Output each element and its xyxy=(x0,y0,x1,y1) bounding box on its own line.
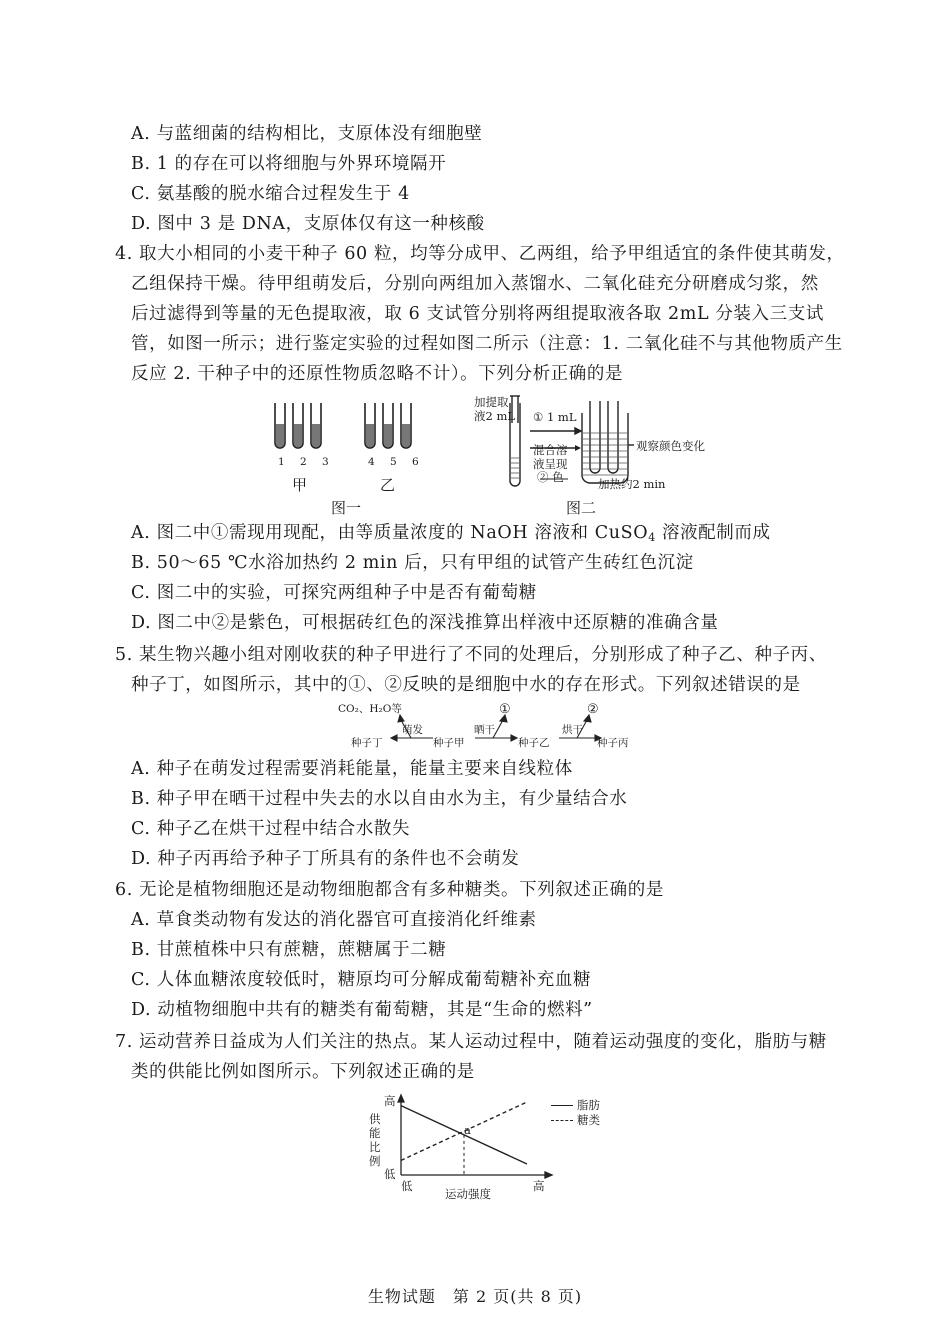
q5-fig-seed-ding: 种子丁 xyxy=(351,737,383,749)
fig1-tube-numbers-yi: 4 5 6 xyxy=(368,456,425,468)
q4-stem-line: 乙组保持干燥。待甲组萌发后，分别向两组加入蒸馏水、二氧化硅充分研磨成匀浆，然 xyxy=(131,274,819,294)
fig2-caption: 图二 xyxy=(566,499,597,517)
q6-option-d: D. 动植物细胞中共有的糖类有葡萄糖，其是“生命的燃料” xyxy=(131,1000,593,1020)
q4-stem-line: 后过滤得到等量的无色提取液，取 6 支试管分别将两组提取液各取 2mL 分装入三支试 xyxy=(131,304,824,324)
fig2-step1: ① 1 mL xyxy=(533,410,577,424)
fig1-label-jia: 甲 xyxy=(292,476,308,494)
q4-option-c: C. 图二中的实验，可探究两组种子中是否有葡萄糖 xyxy=(131,583,537,603)
fig2-observe: 观察颜色变化 xyxy=(636,439,705,453)
fig1-label-yi: 乙 xyxy=(380,476,396,494)
chart-x-tick-low: 低 xyxy=(401,1179,413,1193)
q6-option-b: B. 甘蔗植株中只有蔗糖，蔗糖属于二糖 xyxy=(131,940,447,960)
fig1-caption: 图一 xyxy=(331,499,362,517)
page-footer: 生物试题 第 2 页(共 8 页) xyxy=(367,1287,583,1306)
fig2-mix-1: 混合溶 xyxy=(533,443,568,457)
q5-fig-germinate: 萌发 xyxy=(402,724,423,736)
figure-1-test-tubes xyxy=(265,398,425,460)
chart-x-axis-arrow xyxy=(545,1172,552,1178)
fig2-mix-2: 液呈现 xyxy=(533,457,568,471)
q5-fig-circle-1: ① xyxy=(499,702,511,717)
fig2-heat: 加热约2 min xyxy=(598,477,666,491)
q5-fig-oven-dry: 烘干 xyxy=(562,724,583,736)
fig1-tube-numbers-jia: 1 2 3 xyxy=(278,456,335,468)
fig2-add-extract-1: 加提取 xyxy=(474,395,509,409)
q4-stem-line: 反应 2. 干种子中的还原性物质忽略不计）。下列分析正确的是 xyxy=(131,364,624,384)
q5-fig-seed-yi: 种子乙 xyxy=(518,737,550,749)
q7-stem-line: 类的供能比例如图所示。下列叙述正确的是 xyxy=(131,1062,475,1082)
q4-stem-line: 4. 取大小相同的小麦干种子 60 粒，均等分成甲、乙两组，给予甲组适宜的条件使其萌发， xyxy=(115,244,845,264)
chart-annotation-a: a xyxy=(464,1123,471,1137)
q5-option-b: B. 种子甲在晒干过程中失去的水以自由水为主，有少量结合水 xyxy=(131,789,628,809)
q3-option-d: D. 图中 3 是 DNA，支原体仅有这一种核酸 xyxy=(131,214,485,234)
q5-fig-circle-2: ② xyxy=(587,702,599,717)
q5-fig-seed-jia: 种子甲 xyxy=(433,737,465,749)
q3-option-b: B. 1 的存在可以将细胞与外界环境隔开 xyxy=(131,154,447,174)
q3-option-c: C. 氨基酸的脱水缩合过程发生于 4 xyxy=(131,184,410,204)
q6-option-a: A. 草食类动物有发达的消化器官可直接消化纤维素 xyxy=(131,910,537,930)
chart-y-tick-low: 低 xyxy=(384,1167,396,1181)
fig2-mix-3: ② 色 xyxy=(537,470,564,484)
q4-option-d: D. 图二中②是紫色，可根据砖红色的深浅推算出样液中还原糖的准确含量 xyxy=(131,613,719,633)
legend-fat-label: 脂肪 xyxy=(577,1098,600,1112)
chart-y-axis-arrow xyxy=(398,1095,404,1102)
q3-option-a: A. 与蓝细菌的结构相比，支原体没有细胞壁 xyxy=(131,124,483,144)
q4-option-a: A. 图二中①需现用现配，由等质量浓度的 NaOH 溶液和 CuSO$_4$ 溶液配制而成 xyxy=(131,523,771,544)
q5-option-d: D. 种子丙再给予种子丁所具有的条件也不会萌发 xyxy=(131,849,520,869)
q6-stem: 6. 无论是植物细胞还是动物细胞都含有多种糖类。下列叙述正确的是 xyxy=(115,880,664,900)
q6-option-c: C. 人体血糖浓度较低时，糖原均可分解成葡萄糖补充血糖 xyxy=(131,970,592,990)
q5-option-c: C. 种子乙在烘干过程中结合水散失 xyxy=(131,819,411,839)
q7-stem-line: 7. 运动营养日益成为人们关注的热点。某人运动过程中，随着运动强度的变化，脂肪与糖 xyxy=(115,1032,827,1052)
chart-x-tick-high: 高 xyxy=(533,1179,545,1193)
q5-stem-line: 5. 某生物兴趣小组对刚收获的种子甲进行了不同的处理后，分别形成了种子乙、种子丙、 xyxy=(115,645,827,665)
q5-fig-sun-dry: 晒干 xyxy=(474,724,495,736)
chart-x-label: 运动强度 xyxy=(445,1187,491,1201)
legend-sugar-label: 糖类 xyxy=(577,1113,600,1127)
fig2-add-extract-2: 液2 mL xyxy=(474,409,516,423)
q5-fig-seed-bing: 种子丙 xyxy=(597,737,629,749)
legend-sugar-swatch xyxy=(551,1120,573,1121)
q5-fig-co2: CO₂、H₂O等 xyxy=(338,703,402,715)
q5-stem-line: 种子丁，如图所示，其中的①、②反映的是细胞中水的存在形式。下列叙述错误的是 xyxy=(131,675,801,695)
chart-y-label: 供能比例 xyxy=(369,1112,381,1168)
legend-fat-swatch xyxy=(551,1105,573,1106)
chart-y-tick-high: 高 xyxy=(384,1094,396,1108)
q4-stem-line: 管，如图一所示；进行鉴定实验的过程如图二所示（注意：1. 二氧化硅不与其他物质产生 xyxy=(131,334,843,354)
q4-option-b: B. 50～65 ℃水浴加热约 2 min 后，只有甲组的试管产生砖红色沉淀 xyxy=(131,553,694,573)
q5-option-a: A. 种子在萌发过程需要消耗能量，能量主要来自线粒体 xyxy=(131,759,573,779)
